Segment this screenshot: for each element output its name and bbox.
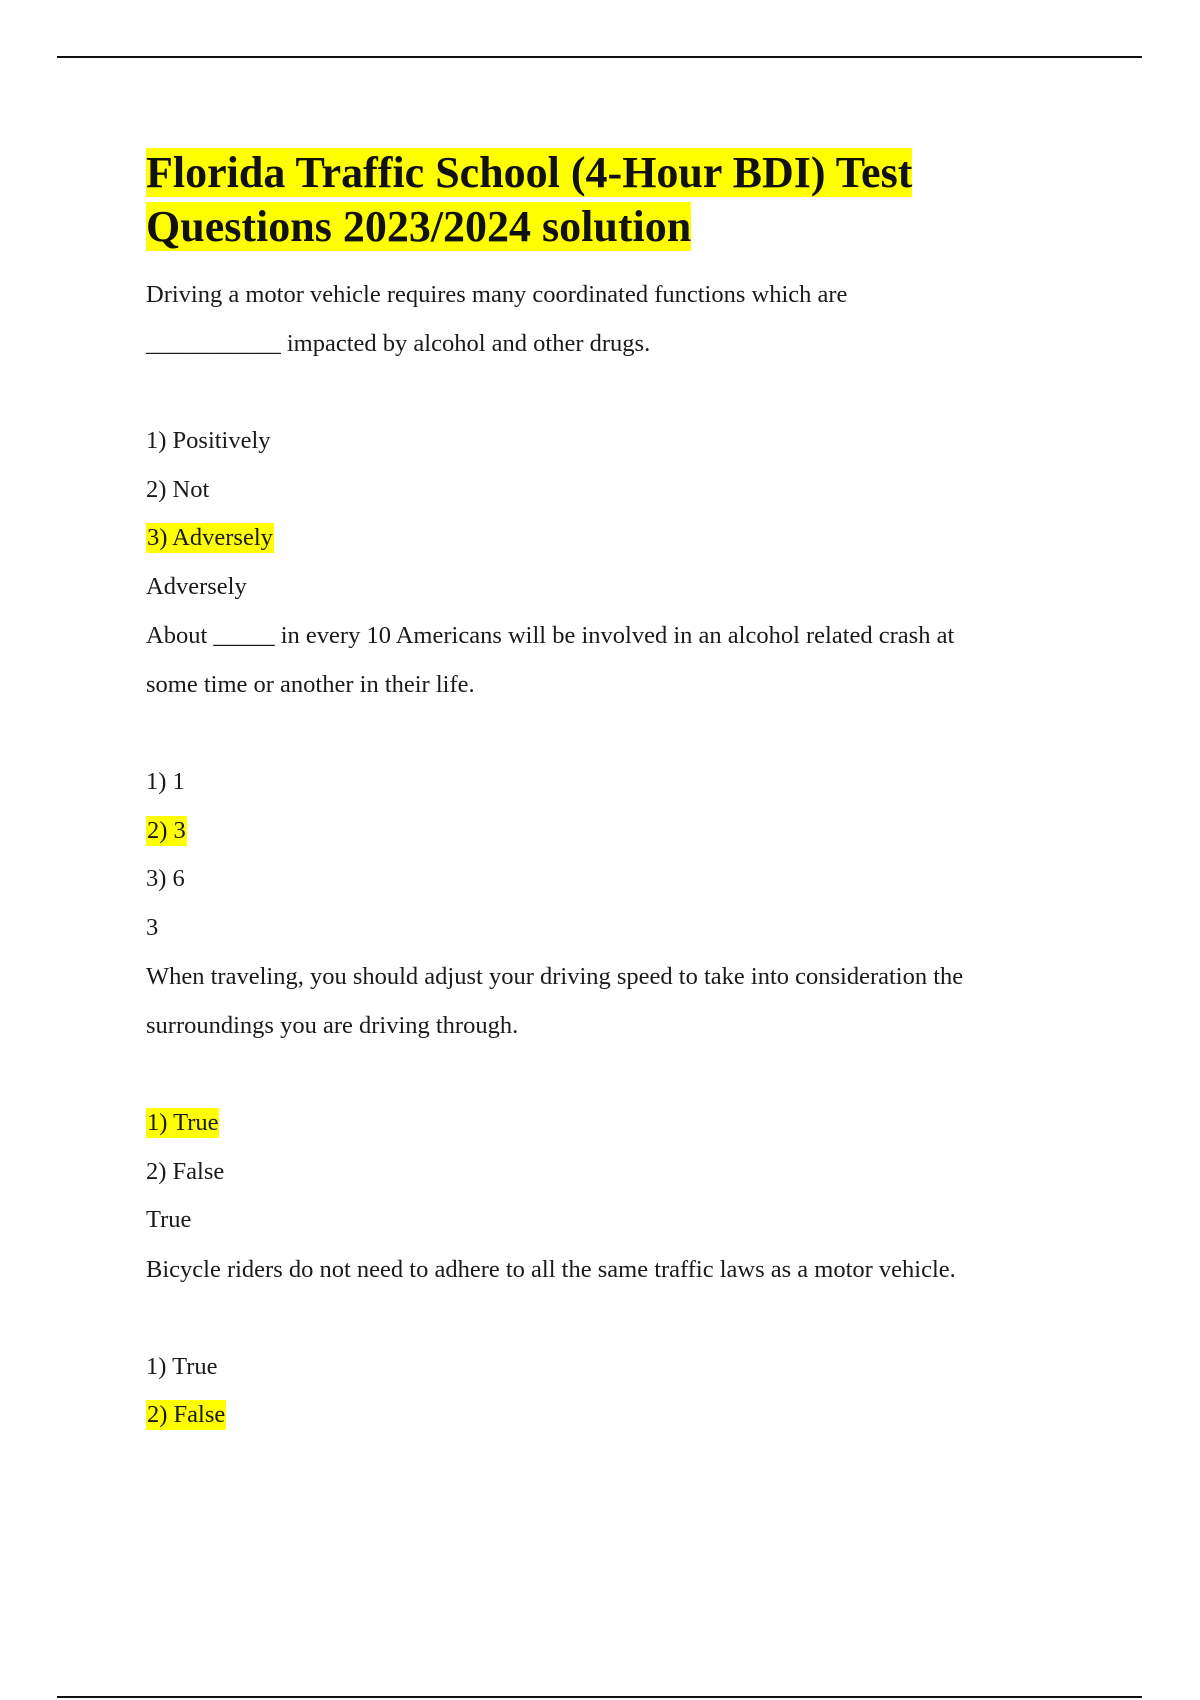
title-line-2: Questions 2023/2024 solution xyxy=(146,202,692,251)
question-line-2: ___________ impacted by alcohol and other drugs. xyxy=(146,330,651,357)
answer-option-highlighted: 2) False xyxy=(147,1401,226,1428)
question-line-2: some time or another in their life. xyxy=(146,671,475,698)
question-line-1: About _____ in every 10 Americans will be involved in an alcohol related crash at xyxy=(146,622,955,649)
answer-option-highlighted: 2) 3 xyxy=(147,816,186,844)
answer-option: 2) Not xyxy=(146,475,210,503)
answer-option-highlighted: 1) True xyxy=(147,1109,219,1136)
document-title xyxy=(146,146,1096,254)
answer-option: 1) Positively xyxy=(146,427,271,454)
question-block-3 xyxy=(146,952,1096,1245)
question-block-4 xyxy=(146,1245,1096,1440)
answer-option: 1) 1 xyxy=(146,768,185,795)
answer-text: 3 xyxy=(146,913,159,941)
question-text xyxy=(146,952,1096,1050)
question-block-2 xyxy=(146,611,1096,952)
title-line-1: Florida Traffic School (4-Hour BDI) Test xyxy=(146,148,913,197)
question-text xyxy=(146,270,1096,368)
question-line-1: When traveling, you should adjust your driving speed to take into consideration the xyxy=(146,963,964,990)
question-line-1: Driving a motor vehicle requires many coordinated functions which are xyxy=(146,281,848,308)
question-text xyxy=(146,611,1096,709)
question-block-1 xyxy=(146,270,1096,611)
top-rule xyxy=(57,56,1142,58)
answer-option: 1) True xyxy=(146,1352,218,1380)
answer-text: Adversely xyxy=(146,572,247,600)
question-text xyxy=(146,1245,1096,1294)
answer-option: 2) False xyxy=(146,1157,225,1185)
answer-text: True xyxy=(146,1206,192,1233)
bottom-rule xyxy=(57,1696,1142,1698)
question-line-1: Bicycle riders do not need to adhere to all the same traffic laws as a motor vehicle. xyxy=(146,1255,956,1283)
answer-option: 3) 6 xyxy=(146,865,185,892)
question-line-2: surroundings you are driving through. xyxy=(146,1012,519,1039)
document-body xyxy=(146,146,1096,1440)
answer-option-highlighted: 3) Adversely xyxy=(147,524,273,551)
